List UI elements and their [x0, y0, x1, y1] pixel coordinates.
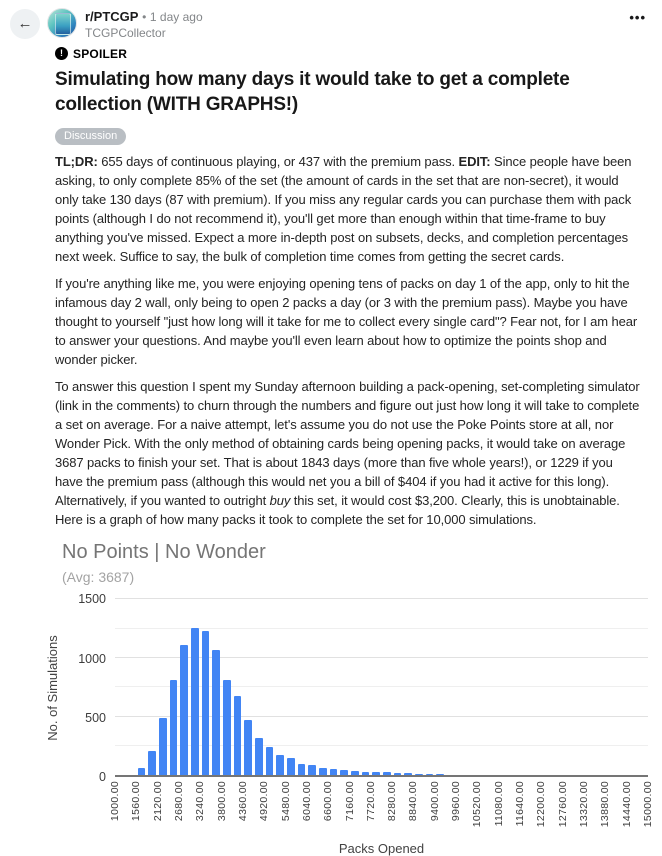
- x-tick-label: 2120.00: [151, 781, 164, 822]
- chart-canvas: [40, 592, 654, 856]
- x-tick-label: 8840.00: [407, 781, 420, 822]
- histogram-bar: [202, 631, 210, 775]
- x-tick-label: 2680.00: [172, 781, 185, 822]
- x-tick-label: 1560.00: [130, 781, 143, 822]
- histogram-bar: [170, 680, 178, 775]
- post-title: Simulating how many days it would take to get a complete collection (WITH GRAPHS!): [55, 68, 570, 115]
- histogram-chart: [40, 541, 654, 856]
- y-tick-label: 0: [99, 770, 106, 785]
- histogram-bar: [415, 774, 423, 776]
- x-tick-label: 1000.00: [109, 781, 121, 822]
- histogram-bar: [138, 768, 146, 776]
- spoiler-tag: [55, 47, 662, 61]
- post-meta: [85, 8, 203, 40]
- back-arrow-icon: ←: [17, 15, 33, 32]
- x-tick-label: 10520.00: [471, 781, 484, 828]
- body-paragraph: If you're anything like me, you were enjoying opening tens of packs on day 1 of the app, only to hit the infamous day 2 wall, only being to open 2 packs a day (or 3 with the premium pass). Maybe you have thought to yourself "just how long will it take for me to collect every single card"? Fear not, for I am hear to answer your questions. And maybe you'll even learn about how to optimize the points shop and wonder picker.: [55, 276, 638, 368]
- overflow-dots-icon: •••: [629, 10, 646, 25]
- histogram-bar: [340, 770, 348, 775]
- spoiler-label: SPOILER: [73, 46, 128, 61]
- x-tick-label: 9400.00: [428, 781, 441, 822]
- x-tick-label: 7160.00: [343, 781, 356, 822]
- histogram-bar: [287, 758, 295, 776]
- post-body: [55, 152, 642, 529]
- subreddit-avatar[interactable]: [47, 8, 77, 38]
- overflow-menu-button[interactable]: [629, 8, 646, 25]
- back-button[interactable]: [10, 9, 40, 39]
- body-paragraph: TL;DR: 655 days of continuous playing, or 437 with the premium pass. EDIT: Since people have been asking, to only complete 85% of the set (the amount of cards in the set that are non-secret), it would only take 130 days (87 with premium). If you miss any regular cards you can purchase them with pack points (although I do not recommend it), you'll get more than enough within that time-frame to buy anything you've missed. Expect a more in-depth post on subsets, decks, and completion percentages next week. Suffice to say, the bulk of completion time comes from getting the secret cards.: [55, 154, 632, 265]
- x-axis-title: Packs Opened: [338, 841, 425, 856]
- y-tick-label: 500: [85, 711, 106, 726]
- histogram-bar: [148, 751, 156, 776]
- x-tick-label: 15000.00: [642, 781, 654, 828]
- post-timestamp: 1 day ago: [149, 10, 203, 24]
- histogram-bar: [298, 764, 306, 775]
- y-tick-label: 1500: [78, 592, 106, 607]
- post-author[interactable]: TCGPCollector: [85, 25, 166, 40]
- histogram-bar: [234, 696, 242, 775]
- x-tick-label: 4360.00: [236, 781, 249, 822]
- x-tick-label: 13320.00: [578, 781, 591, 828]
- chart-subtitle: (Avg: 3687): [62, 569, 135, 586]
- histogram-bar: [362, 772, 370, 776]
- histogram-bar: [372, 772, 380, 775]
- x-tick-label: 12200.00: [535, 781, 548, 828]
- x-tick-label: 6040.00: [300, 781, 313, 822]
- x-tick-label: 14440.00: [620, 781, 633, 828]
- histogram-bar: [351, 771, 359, 775]
- x-tick-label: 12760.00: [556, 781, 569, 828]
- histogram-bar: [244, 720, 252, 776]
- histogram-bar: [223, 680, 231, 775]
- histogram-bar: [426, 774, 434, 775]
- chart-title: No Points | No Wonder: [62, 541, 266, 564]
- x-tick-label: 11640.00: [514, 781, 527, 827]
- histogram-bar: [276, 755, 284, 776]
- histogram-bar: [159, 718, 167, 775]
- histogram-bar: [266, 747, 274, 775]
- plot-wrap: [45, 592, 648, 785]
- x-tick-label: 13880.00: [599, 781, 612, 828]
- histogram-bar: [319, 768, 327, 776]
- gridline: [115, 598, 648, 599]
- histogram-bar: [191, 628, 199, 775]
- x-tick-label: 4920.00: [258, 781, 271, 822]
- histogram-bar: [212, 650, 220, 775]
- flair-badge[interactable]: Discussion: [55, 128, 126, 145]
- x-tick-label: 3800.00: [215, 781, 228, 822]
- x-tick-label: 7720.00: [364, 781, 377, 822]
- histogram-bar: [255, 738, 263, 776]
- x-tick-label: 5480.00: [279, 781, 292, 822]
- x-tick-label: 6600.00: [322, 781, 335, 822]
- histogram-bar: [180, 645, 188, 775]
- subreddit-name[interactable]: r/PTCGP: [85, 9, 139, 24]
- x-axis-labels: [109, 777, 654, 835]
- histogram-bar: [404, 773, 412, 775]
- histogram-bar: [330, 769, 338, 775]
- meta-separator: •: [142, 10, 147, 24]
- histogram-bar: [308, 765, 316, 775]
- x-tick-label: 8280.00: [386, 781, 399, 822]
- histogram-bar: [394, 773, 402, 775]
- histogram-bar: [436, 774, 444, 775]
- y-axis-title: No. of Simulations: [45, 635, 60, 742]
- x-tick-label: 3240.00: [194, 781, 207, 822]
- x-tick-label: 9960.00: [450, 781, 463, 822]
- post-header: [0, 0, 662, 40]
- x-tick-label: 11080.00: [492, 781, 505, 827]
- plot-area: [115, 599, 648, 777]
- histogram-bar: [383, 772, 391, 775]
- spoiler-exclamation-icon: !: [55, 47, 68, 60]
- y-tick-label: 1000: [78, 651, 106, 666]
- body-paragraph: To answer this question I spent my Sunday afternoon building a pack-opening, set-completing simulator (link in the comments) to churn through the numbers and figure out just how long it will take to complete a set on average. For a naive attempt, let's assume you do not use the Poke Points store at all, nor Wonder Pick. With the only method of obtaining cards being opening packs, it would take on average 3687 packs to finish your set. That is about 1843 days (more than five whole years!), or 1229 if you have the premium pass (although this would net you a bill of $404 if you had it active for this long). Alternatively, if you wanted to outright buy this set, it would cost $3,200. Clearly, this is unobtainable. Here is a graph of how many packs it took to complete the set for 10,000 simulations.: [55, 379, 640, 528]
